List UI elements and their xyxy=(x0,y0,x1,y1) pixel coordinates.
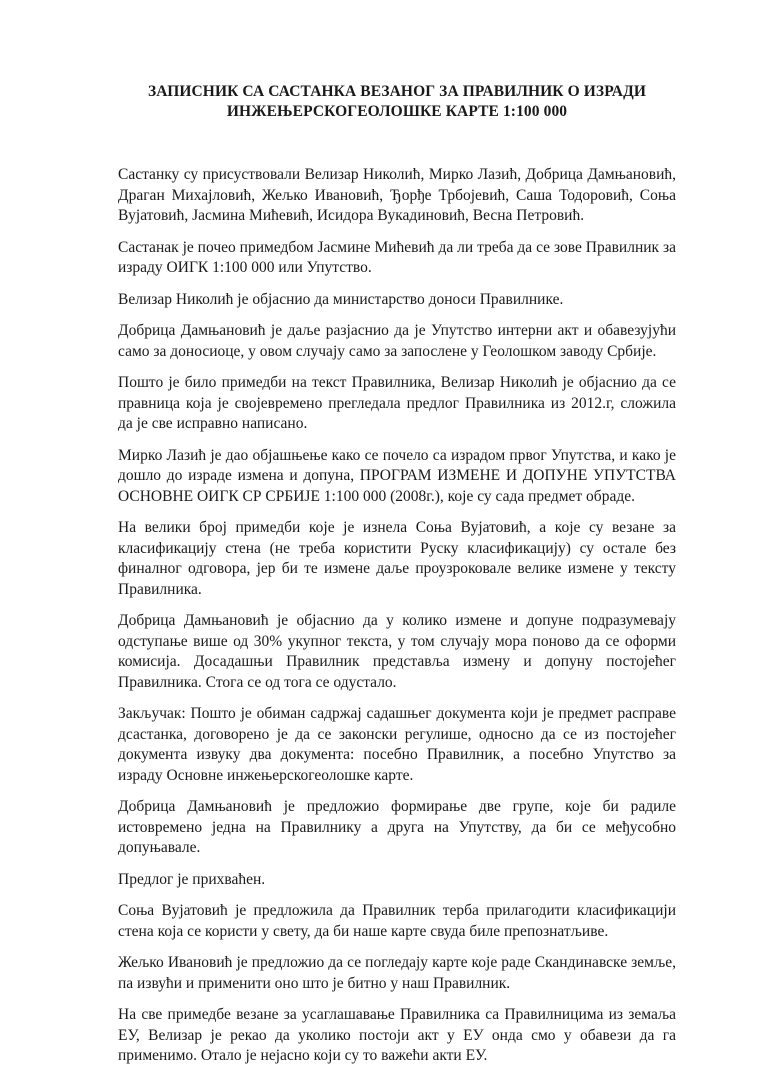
document-title xyxy=(118,82,676,122)
document-page xyxy=(118,82,676,1078)
paragraph: Пошто је било примедби на текст Правилника, Велизар Николић је објаснио да се правница која је својевремено прегледала предлог Правилника из 2012.г, сложила да је све исправно написано. xyxy=(118,374,676,432)
paragraph-attendees: Састанку су присуствовали Велизар Николић, Мирко Лазић, Добрица Дамњановић, Драган Михајловић, Жељко Ивановић, Ђорђе Трбојевић, Саша Тодоровић, Соња Вујатовић, Јасмина Мићевић, Исидора Вукадиновић, Весна Петровић. xyxy=(118,166,676,224)
paragraph: Добрица Дамњановић је објаснио да у колико измене и допуне подразумевају одступање више од 30% укупног текста, у том случају мора поново да се оформи комисија. Досадашњи Правилник представља измену и допуну постојећег Правилника. Стога се од тога се одустало. xyxy=(118,612,676,691)
paragraph: На све примедбе везане за усаглашавање Правилника са Правилницима из земаља ЕУ, Велизар је рекао да уколико постоји акт у ЕУ онда смо у обавези да га применимо. Отало је нејасно који су то важећи акти ЕУ. xyxy=(118,1006,676,1064)
paragraph-opening: Састанак је почео примедбом Јасмине Мићевић да ли треба да се зове Правилник за израду ОИГК 1:100 000 или Упутство. xyxy=(118,238,676,276)
title-line-2: ИНЖЕЊЕРСКОГЕОЛОШКЕ КАРТЕ 1:100 000 xyxy=(226,103,568,120)
paragraph: Мирко Лазић је дао објашњење како се почело са израдом првог Упутства, и како је дошло до израде измена и допуна, ПРОГРАМ ИЗМЕНЕ И ДОПУНЕ УПУТСТВА ОСНОВНЕ ОИГК СР СРБИЈЕ 1:100 000 (2008г.), које су сада предмет обраде. xyxy=(118,446,676,505)
paragraph: Соња Вујатовић је предложила да Правилник терба прилагодити класификацији стена која се користи у свету, да би наше карте свуда биле препознатљиве. xyxy=(118,902,676,940)
paragraph-conclusion: Закључак: Пошто је обиман садржај садашњег документа који је предмет расправе дсастанка, договорено је да се законски регулише, односно да се из постојећег документа извуку два документа: посебно Правилник, а посебно Упутство за израду Основне инжењерскогеолошке карте. xyxy=(118,705,676,784)
title-line-1: ЗАПИСНИК СА САСТАНКА ВЕЗАНОГ ЗА ПРАВИЛНИК О ИЗРАДИ xyxy=(148,83,646,100)
paragraph: Жељко Ивановић је предложио да се погледају карте које раде Скандинавске земље, па извући и применити оно што је битно у наш Правилник. xyxy=(118,954,676,992)
paragraph: Добрица Дамњановић је предложио формирање две групе, које би радиле истовремено једна на Правилнику а друга на Упутству, да би се међусобно допуњавале. xyxy=(118,798,676,856)
paragraph: Велизар Николић је објаснио да министарство доноси Правилнике. xyxy=(118,290,564,308)
paragraph: На велики број примедби које је изнела Соња Вујатовић, а које су везане за класификацију стена (не треба користити Руску класификацију) су остале без финалног одговора, јер би те измене даље проузроковале велике измене у тексту Правилника. xyxy=(118,519,676,598)
paragraph: Добрица Дамњановић је даље разјаснио да је Упутство интерни акт и обавезујући само за доносиоце, у овом случају само за запослене у Геолошком заводу Србије. xyxy=(118,322,676,360)
paragraph: Предлог је прихваћен. xyxy=(118,870,266,888)
